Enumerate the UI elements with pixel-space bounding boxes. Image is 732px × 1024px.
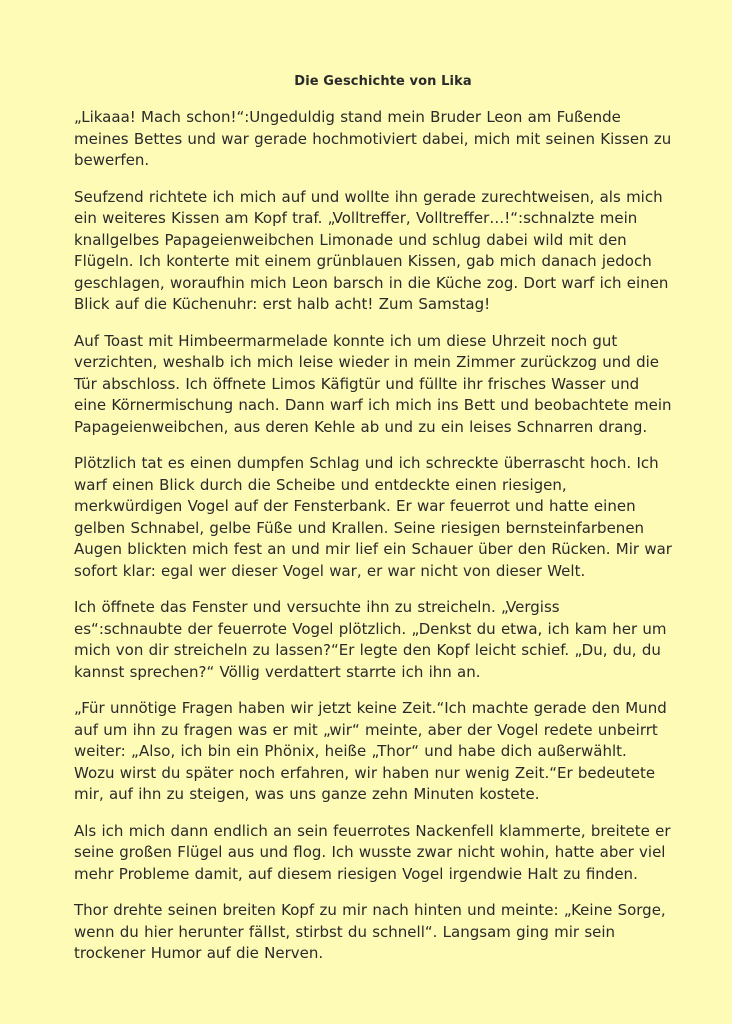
paragraph: Plötzlich tat es einen dumpfen Schlag und ich schreckte überrascht hoch. Ich warf einen Blick durch die Scheibe und entdeckte einen riesigen, merkwürdigen Vogel auf der Fensterbank. Er war feuerrot und hatte einen gelben Schnabel, gelbe Füße und Krallen. Seine riesigen bernsteinfarbenen Augen blickten mich fest an und mir lief ein Schauer über den Rücken. Mir war sofort klar: egal wer dieser Vogel war, er war nicht von dieser Welt. xyxy=(74,454,672,580)
paragraph: Auf Toast mit Himbeermarmelade konnte ich um diese Uhrzeit noch gut verzichten, weshalb ich mich leise wieder in mein Zimmer zurückzog und die Tür abschloss. Ich öffnete Limos Käfigtür und füllte ihr frisches Wasser und eine Körnermischung nach. Dann warf ich mich ins Bett und beobachtete mein Papageienweibchen, aus deren Kehle ab und zu ein leises Schnarren drang. xyxy=(74,331,672,436)
document-title: Die Geschichte von Lika xyxy=(294,74,472,89)
paragraph: Thor drehte seinen breiten Kopf zu mir nach hinten und meinte: „Keine Sorge, wenn du hier herunter fällst, stirbst du schnell“. Langsam ging mir sein trockener Humor auf die Nerven. xyxy=(74,901,666,962)
paragraph: „Likaaa! Mach schon!“:Ungeduldig stand mein Bruder Leon am Fußende meines Bettes und war gerade hochmotiviert dabei, mich mit seinen Kissen zu bewerfen. xyxy=(74,108,672,169)
paragraph: Als ich mich dann endlich an sein feuerrotes Nackenfell klammerte, breitete er seine großen Flügel aus und flog. Ich wusste zwar nicht wohin, hatte aber viel mehr Probleme damit, auf diesem riesigen Vogel irgendwie Halt zu finden. xyxy=(74,821,671,883)
paragraph: Ich öffnete das Fenster und versuchte ihn zu streicheln. „Vergiss es“:schnaubte der feuerrote Vogel plötzlich. „Denkst du etwa, ich kam her um mich von dir streicheln zu lassen?“Er legte den Kopf leicht schief. „Du, du, du kannst sprechen?“ Völlig verdattert starrte ich ihn an. xyxy=(74,598,667,681)
paragraph: „Für unnötige Fragen haben wir jetzt keine Zeit.“Ich machte gerade den Mund auf um ihn zu fragen was er mit „wir“ meinte, aber der Vogel redete unbeirrt weiter: „Also, ich bin ein Phönix, heiße „Thor“ und habe dich außerwählt. Wozu wirst du später noch erfahren, wir haben nur wenig Zeit.“Er bedeutete mir, auf ihn zu steigen, was uns ganze zehn Minuten kostete. xyxy=(74,699,667,803)
paragraph: Seufzend richtete ich mich auf und wollte ihn gerade zurechtweisen, als mich ein weiteres Kissen am Kopf traf. „Volltreffer, Volltreffer…!“:schnalzte mein knallgelbes Papageienweibchen Limonade und schlug dabei wild mit den Flügeln. Ich konterte mit einem grünblauen Kissen, gab mich danach jedoch geschlagen, woraufhin mich Leon barsch in die Küche zog. Dort warf ich einen Blick auf die Küchenuhr: erst halb acht! Zum Samstag! xyxy=(74,187,669,313)
